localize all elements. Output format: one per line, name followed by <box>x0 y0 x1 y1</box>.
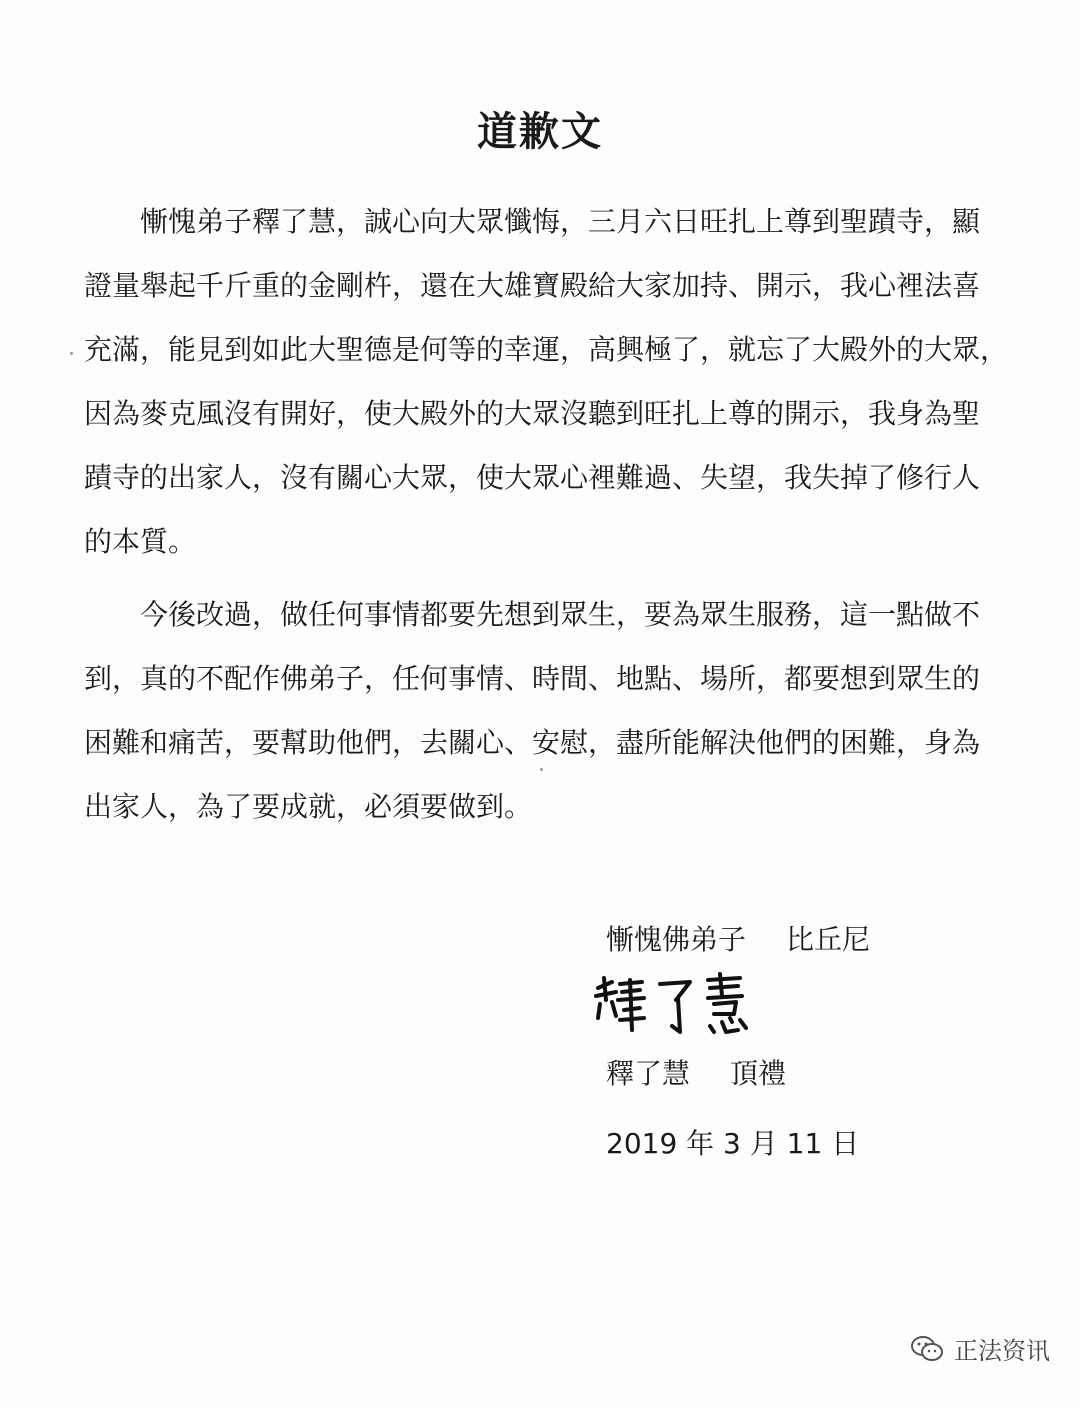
paragraph-1-line: 充滿，能見到如此大聖德是何等的幸運，高興極了，就忘了大殿外的大眾， <box>84 333 1009 366</box>
signer-title-text: 慚愧佛弟子 <box>606 923 747 956</box>
paragraph-1-line: 因為麥克風沒有開好，使大殿外的大眾沒聽到旺扎上尊的開示，我身為聖 <box>84 397 981 430</box>
paragraph-1-line: 慚愧弟子釋了慧，誠心向大眾懺悔，三月六日旺扎上尊到聖蹟寺，顯 <box>84 205 981 238</box>
document-title: 道歉文 <box>477 109 603 155</box>
paragraph-2 <box>84 583 1004 839</box>
paragraph-1 <box>84 190 1009 574</box>
paragraph-2-line: 今後改過，做任何事情都要先想到眾生，要為眾生服務，這一點做不 <box>84 598 981 631</box>
watermark <box>910 1331 1050 1366</box>
signer-title <box>606 918 870 958</box>
paragraph-2-line: 困難和痛苦，要幫助他們，去關心、安慰，盡所能解決他們的困難，身為 <box>84 726 981 759</box>
salutation: 頂禮 <box>730 1057 787 1090</box>
watermark-text: 正法资讯 <box>954 1337 1050 1365</box>
paragraph-2-line: 到，真的不配作佛弟子，任何事情、時間、地點、場所，都要想到眾生的 <box>84 662 981 695</box>
paragraph-2-line: 出家人，為了要成就，必須要做到。 <box>84 790 533 823</box>
scan-speck <box>70 352 73 355</box>
paragraph-1-line: 證量舉起千斤重的金剛杵，還在大雄寶殿給大家加持、開示，我心裡法喜 <box>84 269 981 302</box>
signer-name-line <box>606 1052 786 1092</box>
wechat-icon <box>910 1335 944 1363</box>
signer-rank: 比丘尼 <box>786 923 871 956</box>
paragraph-1-line: 的本質。 <box>84 525 197 558</box>
handwritten-signature <box>590 970 760 1040</box>
scan-speck <box>540 768 543 771</box>
document-date: 2019 年 3 月 11 日 <box>606 1127 860 1160</box>
signer-name: 釋了慧 <box>606 1057 691 1090</box>
paragraph-1-line: 蹟寺的出家人，沒有關心大眾，使大眾心裡難過、失望，我失掉了修行人 <box>84 461 981 494</box>
